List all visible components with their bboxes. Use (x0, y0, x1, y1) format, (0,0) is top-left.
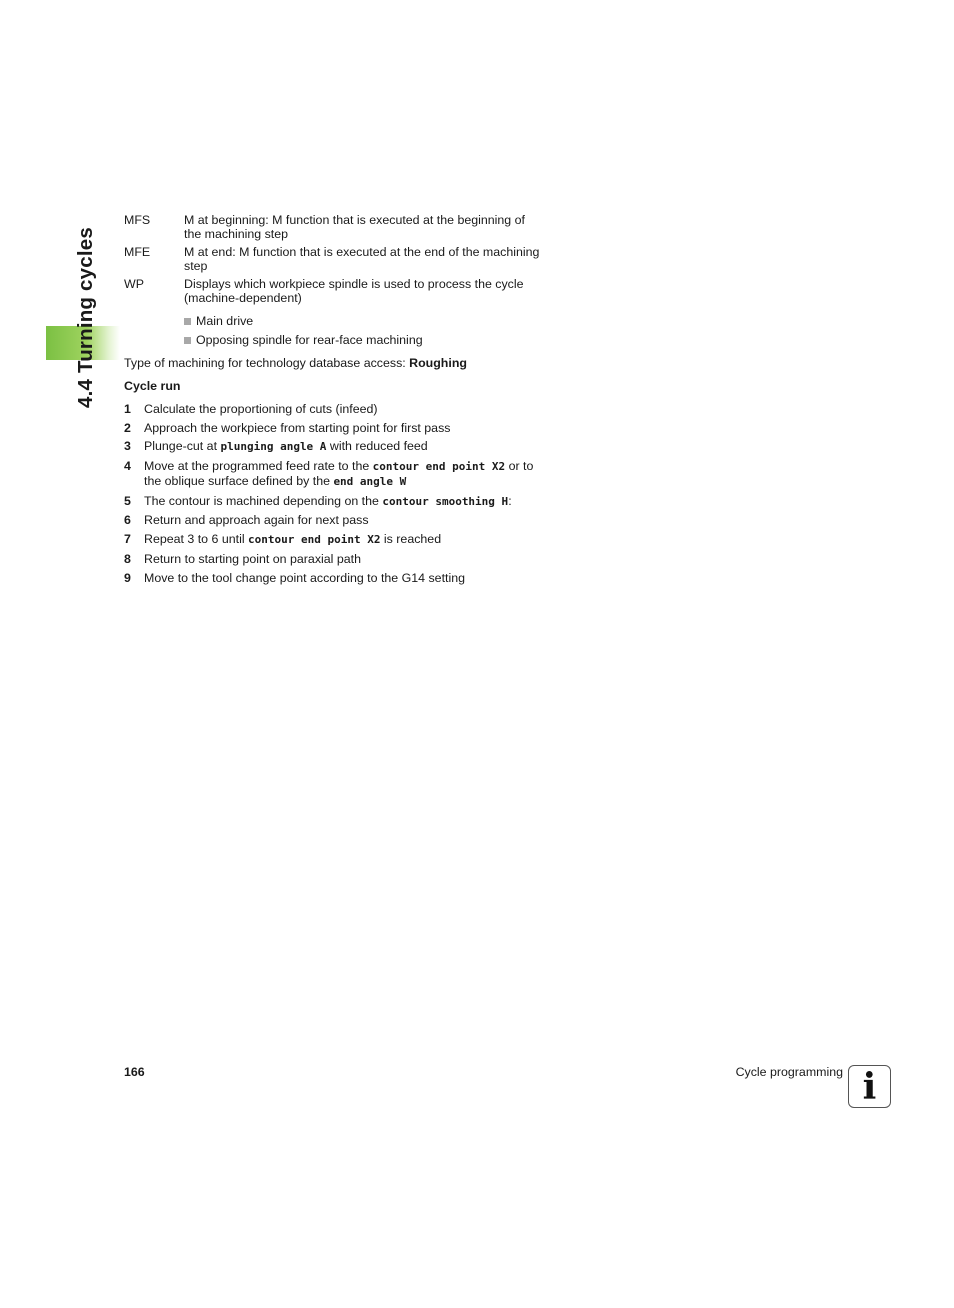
step-text-part: Repeat 3 to 6 until (144, 532, 249, 547)
list-item (124, 421, 544, 435)
step-text-part: Return to starting point on paraxial path (144, 551, 361, 566)
step-text (144, 552, 361, 566)
machining-type-line (124, 356, 544, 370)
cycle-run-heading: Cycle run (124, 379, 181, 393)
step-text (144, 421, 450, 435)
param-code: plunging angle A (220, 440, 327, 454)
param-desc: M at beginning: M function that is executed at the beginning of the machining step (184, 213, 525, 241)
step-text-part: Return and approach again for next pass (144, 513, 369, 528)
list-item (184, 333, 544, 347)
list-item (124, 439, 544, 454)
param-code: end angle W (333, 475, 407, 489)
page-content (124, 213, 544, 589)
page-number: 166 (124, 1065, 145, 1079)
list-item (124, 402, 544, 416)
step-text-part: Plunge-cut at (144, 439, 221, 454)
cycle-run-steps (124, 402, 544, 585)
list-item (124, 552, 544, 566)
square-bullet-icon (184, 318, 191, 325)
param-row (124, 213, 544, 241)
step-number: 7 (124, 532, 131, 547)
step-text-part: Move at the programmed feed rate to the (144, 459, 373, 474)
param-row (124, 277, 544, 305)
list-item (124, 513, 544, 527)
step-text-part: or to the oblique surface defined by the (144, 459, 534, 489)
step-number: 3 (124, 439, 131, 454)
step-text-part: Approach the workpiece from starting point for first pass (144, 420, 451, 435)
param-desc: M at end: M function that is executed at the end of the machining step (184, 245, 540, 273)
step-text (144, 402, 378, 416)
step-text-part: The contour is machined depending on the (144, 493, 383, 508)
step-number: 8 (124, 551, 131, 566)
step-number: 9 (124, 570, 131, 585)
list-item (124, 494, 544, 509)
step-text-part: : (508, 493, 512, 508)
step-text (144, 513, 369, 527)
step-text (144, 571, 465, 585)
step-text (144, 439, 428, 454)
wp-option-label: Main drive (196, 314, 254, 328)
param-key: MFS (124, 213, 151, 227)
wp-option-label: Opposing spindle for rear-face machining (196, 333, 423, 347)
step-text-part: is reached (380, 532, 442, 547)
param-code: contour smoothing H (382, 494, 509, 508)
chapter-title: 4.4 Turning cycles (74, 227, 97, 408)
param-code: contour end point X2 (372, 460, 506, 474)
machining-type-prefix: Type of machining for technology database access: (124, 356, 410, 370)
wp-option-list (184, 314, 544, 347)
step-text (144, 532, 441, 547)
step-text-part: Calculate the proportioning of cuts (infeed) (144, 402, 378, 416)
param-key: WP (124, 277, 144, 291)
param-code: contour end point X2 (248, 533, 381, 547)
step-number: 5 (124, 493, 131, 508)
step-number: 6 (124, 513, 131, 528)
list-item (184, 314, 544, 328)
step-number: 1 (124, 402, 131, 416)
info-glyph: i (862, 1065, 877, 1108)
step-number: 4 (124, 459, 131, 474)
list-item (124, 532, 544, 547)
param-key: MFE (124, 245, 151, 259)
step-text (144, 494, 512, 509)
step-text (144, 459, 544, 489)
step-text-part: with reduced feed (326, 439, 428, 454)
list-item (124, 459, 544, 489)
param-row (124, 245, 544, 273)
step-text-part: Move to the tool change point according to the G14 setting (144, 570, 465, 585)
info-icon (848, 1065, 891, 1108)
list-item (124, 571, 544, 585)
machining-type-value: Roughing (409, 356, 467, 370)
param-desc: Displays which workpiece spindle is used to process the cycle (machine-dependent) (184, 277, 524, 305)
square-bullet-icon (184, 337, 191, 344)
step-number: 2 (124, 420, 131, 435)
footer-section-title: Cycle programming (735, 1065, 843, 1079)
